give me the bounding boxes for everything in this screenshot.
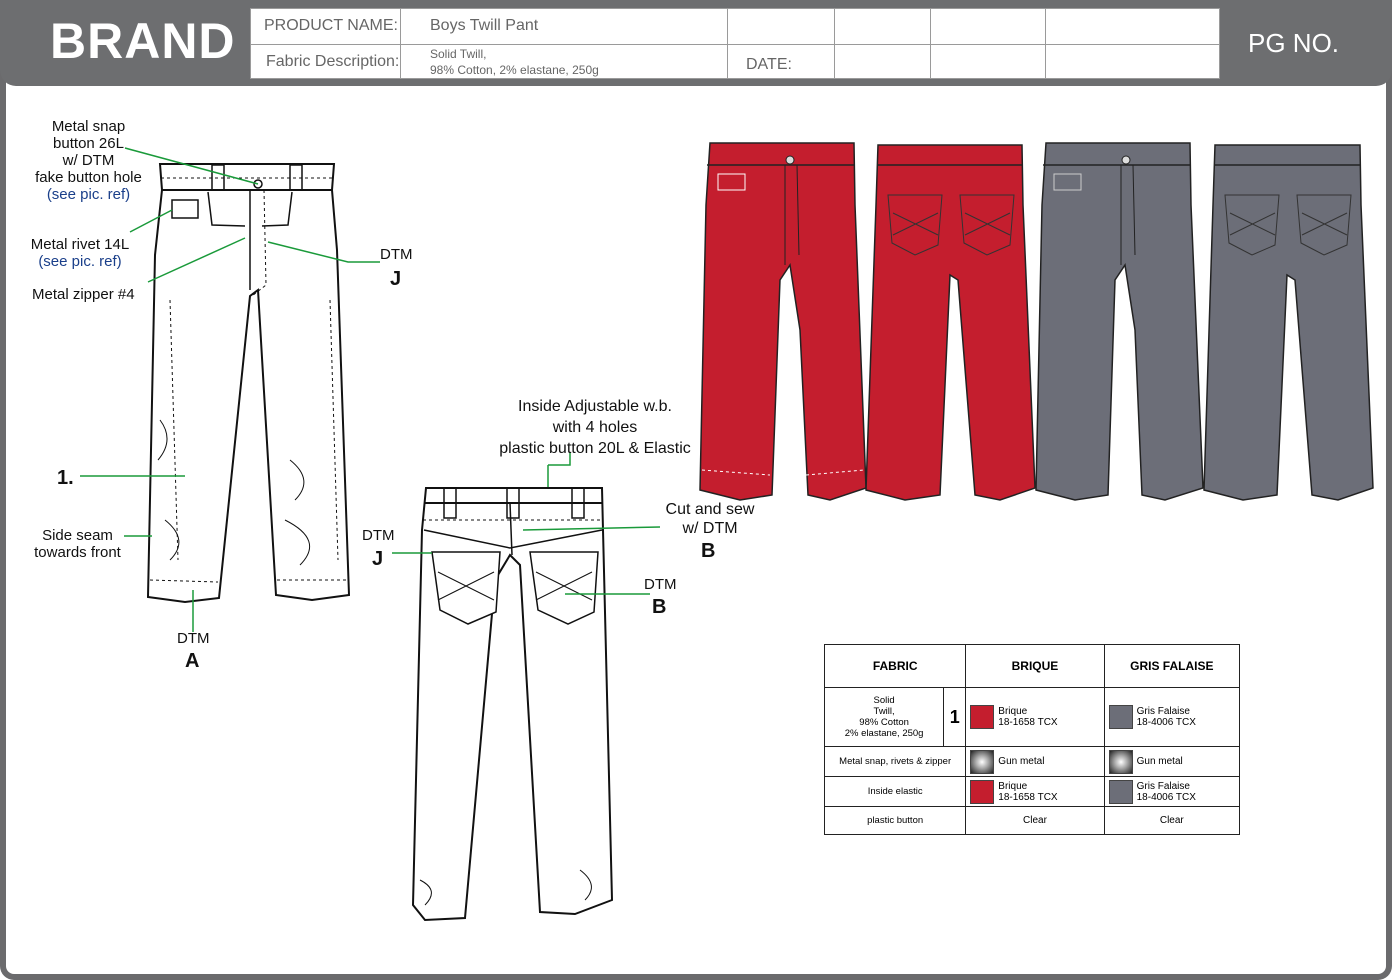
callout-text: Side seam bbox=[42, 527, 113, 544]
callout-number-1: 1. bbox=[57, 467, 74, 489]
callout-metal-rivet bbox=[22, 236, 138, 270]
brique-button-cell: Clear bbox=[966, 807, 1104, 835]
callout-text: fake button hole bbox=[35, 169, 142, 186]
callout-text: Cut and sew bbox=[665, 501, 755, 518]
callout-text: Metal snap bbox=[51, 118, 126, 135]
fabric-description-label: Fabric Description: bbox=[266, 53, 400, 70]
colorway-front-gris bbox=[1036, 143, 1203, 500]
product-name-label: PRODUCT NAME: bbox=[264, 17, 398, 34]
swatch-label bbox=[1137, 781, 1196, 803]
gun-metal-swatch bbox=[1109, 750, 1133, 774]
callout-dtm: DTM bbox=[177, 630, 210, 647]
gris-color-swatch bbox=[1109, 705, 1133, 729]
callout-metal-snap bbox=[30, 118, 147, 203]
colorway-front-brique bbox=[700, 143, 866, 500]
callout-code-j: J bbox=[390, 268, 402, 290]
date-label: DATE: bbox=[746, 56, 792, 73]
gris-button-cell: Clear bbox=[1104, 807, 1239, 835]
colorway-spec-table bbox=[824, 644, 1240, 835]
fabric-description-line1: Solid Twill, bbox=[430, 47, 487, 61]
callout-code-j: J bbox=[372, 548, 384, 570]
callout-code-b: B bbox=[652, 596, 667, 618]
gris-elastic-cell bbox=[1104, 777, 1239, 807]
table-row bbox=[825, 807, 1240, 835]
cell-text: Twill, bbox=[873, 706, 895, 717]
see-pic-ref: (see pic. ref) bbox=[46, 186, 131, 203]
see-pic-ref: (see pic. ref) bbox=[38, 253, 122, 270]
gris-swatch-cell bbox=[1104, 688, 1239, 747]
gris-trim-cell bbox=[1104, 747, 1239, 777]
gris-color-swatch bbox=[1109, 780, 1133, 804]
fabric-number: 1 bbox=[944, 688, 966, 747]
front-view-sketch bbox=[148, 164, 349, 602]
gun-metal-swatch bbox=[970, 750, 994, 774]
swatch-name: Gris Falaise bbox=[1136, 706, 1190, 717]
callout-text: towards front bbox=[34, 544, 121, 561]
swatch-code: 18-4006 TCX bbox=[1136, 791, 1196, 803]
cell-text: 2% elastane, 250g bbox=[844, 728, 924, 739]
cell-text: Solid bbox=[873, 695, 895, 706]
table-header-row bbox=[825, 645, 1240, 688]
swatch-name: Gris Falaise bbox=[1136, 780, 1190, 792]
colorway-back-gris bbox=[1204, 145, 1373, 500]
callout-text: w/ DTM bbox=[62, 152, 115, 169]
swatch-code: 18-1658 TCX bbox=[998, 717, 1058, 728]
callout-side-seam bbox=[30, 527, 125, 561]
brique-elastic-cell bbox=[966, 777, 1104, 807]
callout-dtm: DTM bbox=[380, 246, 413, 263]
page-number-label: PG NO. bbox=[1248, 28, 1340, 58]
swatch-label bbox=[998, 706, 1057, 728]
callout-code-b: B bbox=[701, 540, 716, 562]
callout-text: Metal rivet 14L bbox=[30, 236, 130, 253]
callout-code-a: A bbox=[185, 650, 200, 672]
swatch-label bbox=[998, 781, 1057, 803]
callout-inside-waistband bbox=[497, 396, 693, 459]
swatch-label bbox=[1137, 706, 1196, 728]
table-row bbox=[825, 688, 1240, 747]
table-header-gris-falaise: GRIS FALAISE bbox=[1104, 645, 1239, 688]
callout-text: with 4 holes bbox=[552, 419, 638, 436]
brand-logo: BRAND bbox=[50, 13, 236, 69]
brique-color-swatch bbox=[970, 780, 994, 804]
swatch-name: Brique bbox=[998, 706, 1028, 717]
fabric-cell bbox=[825, 688, 944, 747]
callout-dtm: DTM bbox=[362, 527, 395, 544]
table-header-brique: BRIQUE bbox=[966, 645, 1104, 688]
table-header-fabric: FABRIC bbox=[825, 645, 966, 688]
brique-trim-cell bbox=[966, 747, 1104, 777]
table-row bbox=[825, 747, 1240, 777]
cell-text: 98% Cotton bbox=[859, 717, 909, 728]
callout-metal-zipper: Metal zipper #4 bbox=[32, 286, 135, 303]
trim-label: Metal snap, rivets & zipper bbox=[825, 747, 966, 777]
fabric-description-line2: 98% Cotton, 2% elastane, 250g bbox=[430, 63, 599, 77]
swatch-code: 18-4006 TCX bbox=[1136, 717, 1196, 728]
brique-color-swatch bbox=[970, 705, 994, 729]
swatch-name: Gun metal bbox=[998, 756, 1045, 767]
callout-text: button 26L bbox=[53, 135, 124, 152]
callout-dtm: DTM bbox=[644, 576, 677, 593]
callout-text: plastic button 20L & Elastic bbox=[499, 440, 691, 457]
callout-text: Inside Adjustable w.b. bbox=[518, 398, 672, 415]
product-name-value: Boys Twill Pant bbox=[430, 17, 539, 34]
trim-label: plastic button bbox=[825, 807, 966, 835]
callout-cut-and-sew bbox=[662, 500, 758, 538]
table-row bbox=[825, 777, 1240, 807]
swatch-name: Gun metal bbox=[1136, 756, 1183, 767]
callout-text: w/ DTM bbox=[682, 520, 738, 537]
trim-label: Inside elastic bbox=[825, 777, 966, 807]
back-view-sketch bbox=[413, 488, 612, 920]
swatch-code: 18-1658 TCX bbox=[998, 791, 1058, 803]
colorway-back-brique bbox=[866, 145, 1035, 500]
brique-swatch-cell bbox=[966, 688, 1104, 747]
swatch-name: Brique bbox=[998, 780, 1028, 792]
